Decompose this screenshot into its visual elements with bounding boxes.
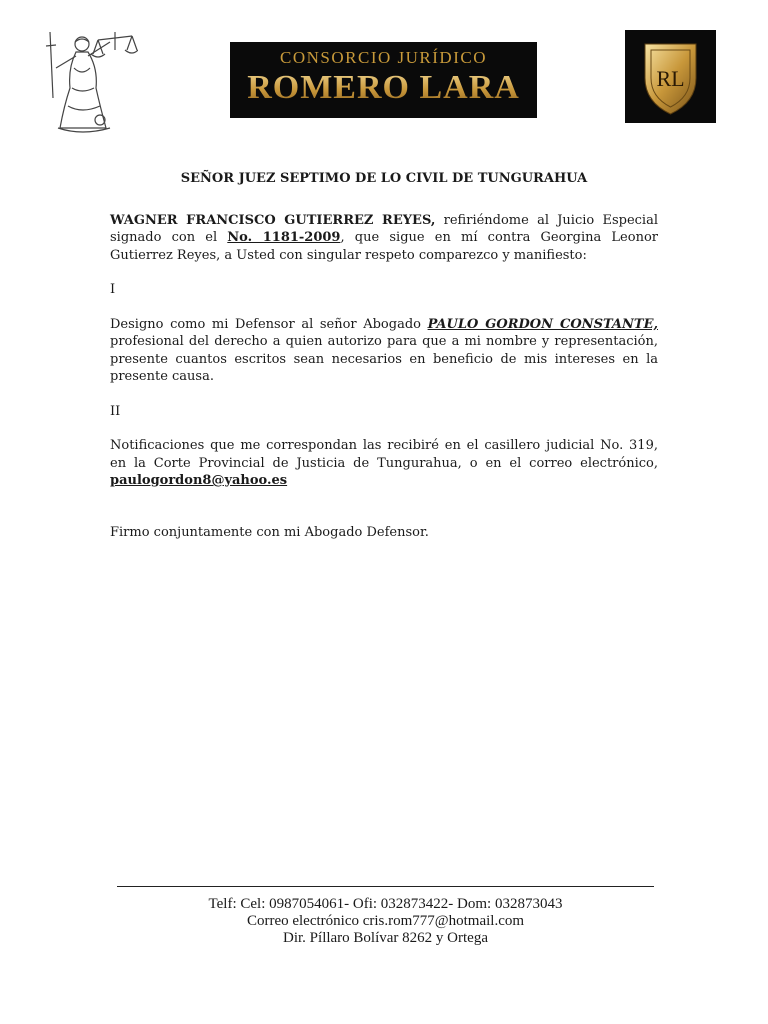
footer-phones: Telf: Cel: 0987054061- Ofi: 032873422- Dom: 032873043 [208, 896, 563, 912]
document-title: SEÑOR JUEZ SEPTIMO DE LO CIVIL DE TUNGURAHUA [180, 171, 588, 186]
designation-text-b: profesional del derecho a quien autorizo para que a mi nombre y representación, presente cuantos escritos sean necesarios en beneficio de mis intereses en la presente causa. [110, 334, 658, 384]
section-numeral-1: I [110, 282, 116, 297]
monogram-text: RL [656, 66, 685, 91]
intro-text-a: refiriéndome al Juicio Especial signado con el [110, 212, 658, 245]
banner-subtitle: CONSORCIO JURÍDICO [280, 48, 487, 67]
intro-text-b: , que sigue en mí contra Georgina Leonor Gutierrez Reyes, a Usted con singular respeto comparezco y manifiesto: [110, 230, 658, 263]
rl-shield-logo-icon [625, 30, 716, 123]
notification-email: paulogordon8@yahoo.es [110, 473, 288, 488]
paragraph-notifications [110, 437, 658, 490]
paragraph-introduction [110, 212, 658, 265]
lady-justice-icon [38, 28, 138, 138]
firm-banner [230, 42, 537, 118]
lawyer-name: PAULO GORDON CONSTANTE, [427, 316, 658, 332]
footer-email: Correo electrónico cris.rom777@hotmail.com [246, 913, 525, 929]
case-number: No. 1181-2009 [227, 230, 341, 245]
section-numeral-2: II [110, 403, 121, 419]
paragraph-designation [110, 316, 658, 386]
paragraph-signature-note: Firmo conjuntamente con mi Abogado Defensor. [110, 524, 429, 540]
footer-divider [117, 886, 654, 887]
petitioner-name: WAGNER FRANCISCO GUTIERREZ REYES, [110, 212, 436, 228]
document-body [110, 170, 658, 541]
footer-contact [117, 896, 654, 947]
banner-title: ROMERO LARA [230, 68, 537, 108]
footer-address: Dir. Píllaro Bolívar 8262 y Ortega [283, 930, 488, 946]
notifications-text: Notificaciones que me correspondan las recibiré en el casillero judicial No. 319, en la Corte Provincial de Justicia de Tungurahua, o en el correo electrónico, [110, 438, 658, 471]
designation-text-a: Designo como mi Defensor al señor Abogado [110, 316, 428, 332]
